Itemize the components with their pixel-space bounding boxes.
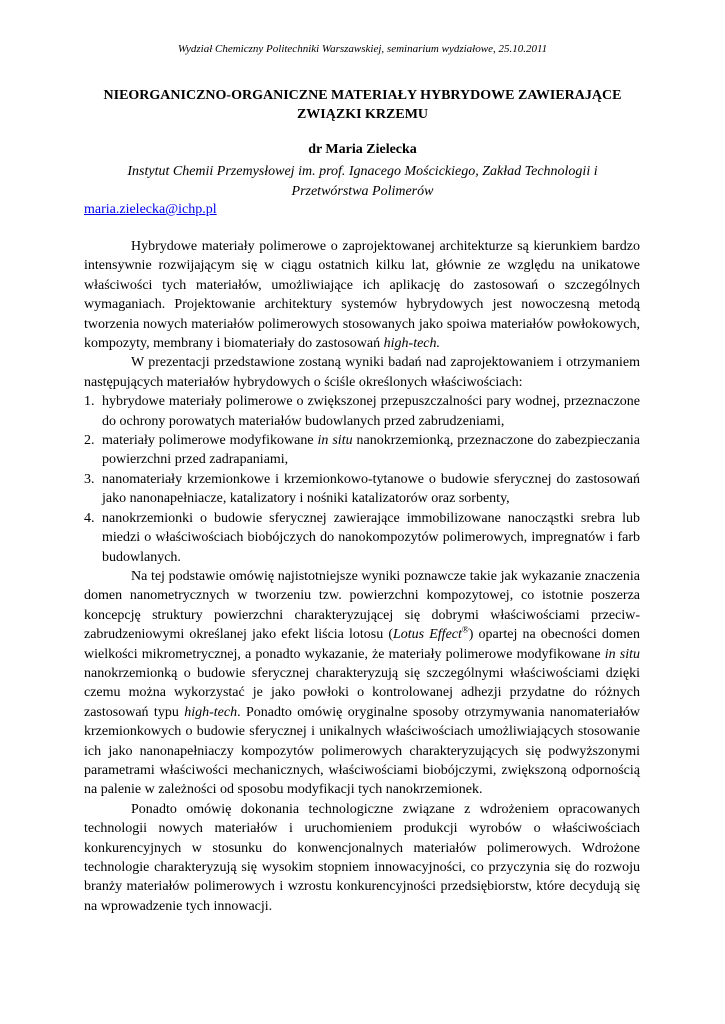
paragraph-2: W prezentacji przedstawione zostaną wyniki badań nad zaprojektowaniem i otrzymaniem następujących materiałów hybrydowych o ściśle określonych właściwościach: — [84, 355, 640, 390]
lotus-effect-term: Lotus Effect — [393, 627, 462, 643]
author-name: dr Maria Zielecka — [308, 142, 417, 157]
page-header: Wydział Chemiczny Politechniki Warszawskiej, seminarium wydziałowe, 25.10.2011 — [177, 43, 548, 55]
paragraph-3-text-c: nanokrzemionką o budowie sferycznej charakteryzują się szczególnymi właściwościami dzięki czemu można wykorzystać je jako powłoki o kontrolowanej adhezji przydatne do różnych zastosowań typu — [84, 665, 640, 720]
paragraph-3 — [84, 567, 640, 800]
title-line-1: NIEORGANICZNO-ORGANICZNE MATERIAŁY HYBRYDOWE ZAWIERAJĄCE — [103, 88, 622, 103]
abstract-body — [84, 237, 640, 916]
paragraph-1 — [84, 237, 640, 353]
paragraph-1-text: Hybrydowe materiały polimerowe o zaprojektowanej architekturze są kierunkiem bardzo intensywnie rozwijającym się w ciągu ostatnich kilku lat, głównie ze względu na unikatowe właściwości tych materiałów, umożliwiające ich aplikację do zastosowań o szczególnych wymaganiach. Projektowanie architektury systemów hybrydowych jest nowoczesną metodą tworzenia nowych materiałów polimerowych stosowanych jako spoiwa materiałów powłokowych, kompozyty, membrany i biomateriały do zastosowań — [84, 239, 640, 352]
list-item — [84, 470, 640, 509]
in-situ-term: in situ — [604, 646, 640, 662]
list-item-text-cont: nanokrzemionką, przeznaczone do zabezpieczania powierzchni przed zadrapaniami, — [102, 433, 640, 468]
list-item-text: nanokrzemionki o budowie sferycznej zawierające immobilizowane nanocząstki srebra lub miedzi o właściwościach biobójczych do nanokompozytów polimerowych, impregnatów i farb budowlanych. — [102, 510, 640, 565]
list-item-text: nanomateriały krzemionkowe i krzemionkowo-tytanowe o budowie sferycznej do zastosowań jako nanonapełniacze, katalizatory i nośniki katalizatorów oraz sorbenty, — [102, 471, 640, 507]
results-list — [84, 392, 640, 567]
paragraph-3-text-d: . Ponadto omówię oryginalne sposoby otrzymywania nanomateriałów krzemionkowych o budowie sferycznej i unikalnych właściwościach umożliwiających stosowanie ich jako nanonapełniaczy kompozytów polimerowych charakteryzujących się podwyższonymi parametrami właściwości mechanicznych, właściwościami biobójczymi, zwiększoną odpornością na palenie w zależności od sposobu modyfikacji tych nanokrzemionek. — [84, 704, 640, 798]
list-item — [84, 431, 640, 470]
affiliation-line-1: Instytut Chemii Przemysłowej im. prof. Ignacego Mościckiego, Zakład Technologii i — [127, 164, 598, 179]
paragraph-4: Ponadto omówię dokonania technologiczne związane z wdrożeniem opracowanych technologii nowych materiałów i uruchomieniem produkcji wyrobów o właściwościach konkurencyjnych w stosunku do konwencjonalnych materiałów polimerowych. Wdrożone technologie charakteryzują się wysokim stopniem innowacyjności, co przyczynia się do rozwoju branży materiałów polimerowych i wzrostu konkurencyjności przedsiębiorstw, które decydują się na wprowadzenie tych innowacji. — [84, 801, 640, 914]
author-affiliation — [100, 162, 625, 202]
list-item-number: 4. — [84, 510, 95, 526]
registered-mark: ® — [461, 624, 469, 635]
affiliation-line-2: Przetwórstwa Polimerów — [291, 184, 434, 199]
list-item — [84, 509, 640, 567]
list-item-text: hybrydowe materiały polimerowe o zwiększonej przepuszczalności pary wodnej, przeznaczone do ochrony porowatych materiałów budowlanych przed zabrudzeniami, — [102, 394, 640, 429]
document-title — [82, 86, 643, 124]
author-email-link[interactable]: maria.zielecka@ichp.pl — [84, 202, 217, 217]
paragraph-3-text-a: Na tej podstawie omówię najistotniejsze wyniki poznawcze takie jak wykazanie znaczenia domen nanometrycznych w tworzeniu tzw. powierzchni kompozytowej, co istotnie poszerza koncepcję struktury powierzchni charakteryzującej się dobrymi właściwościami przeciw-zabrudzeniowymi określanej jako efekt liścia lotosu ( — [84, 568, 640, 643]
paragraph-3-text-b: ) opartej na obecności domen wielkości mikrometrycznej, a ponadto wykazanie, że materiały polimerowe modyfikowane — [84, 627, 640, 662]
title-line-2: ZWIĄZKI KRZEMU — [296, 107, 429, 122]
list-item — [84, 392, 640, 431]
list-item-number: 2. — [84, 433, 95, 449]
paragraph-1-italic: high-tech. — [383, 336, 441, 352]
list-item-text: materiały polimerowe modyfikowane — [102, 433, 318, 449]
list-item-number: 1. — [84, 394, 95, 410]
high-tech-term: high-tech — [184, 704, 238, 720]
list-item-italic: in situ — [317, 433, 353, 449]
list-item-number: 3. — [84, 471, 95, 487]
